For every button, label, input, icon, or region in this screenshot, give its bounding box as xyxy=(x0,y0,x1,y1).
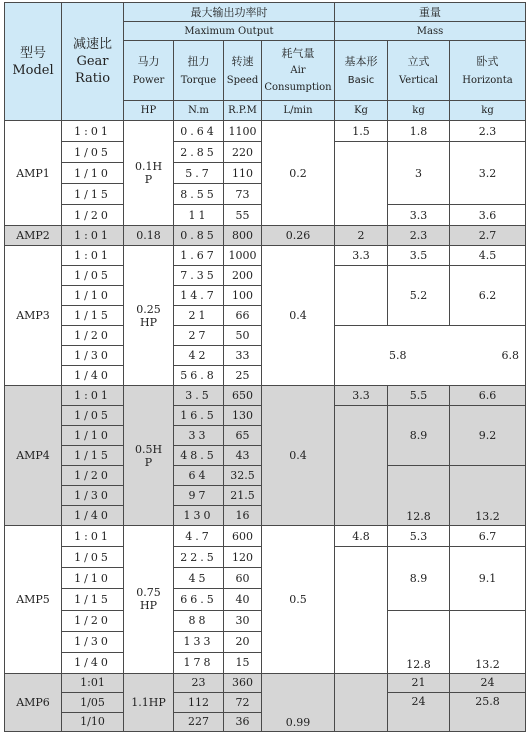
header-horizontal xyxy=(450,41,526,101)
ratio-cell: 1/15 xyxy=(62,589,124,610)
header-power-en: Power xyxy=(132,74,165,86)
torque-cell: 11 xyxy=(174,205,224,226)
unit-torque: N.m xyxy=(174,101,224,121)
header-vertical-en: Vertical xyxy=(399,74,438,86)
torque-cell: 178 xyxy=(174,652,224,673)
speed-cell: 50 xyxy=(224,326,262,346)
torque-cell: 1.67 xyxy=(174,246,224,266)
horizontal-mass-cell: 2.7 xyxy=(450,226,526,246)
basic-mass-cell xyxy=(335,673,388,731)
table-row xyxy=(5,226,526,246)
vertical-mass-cell: 3.5 xyxy=(388,246,450,266)
speed-cell: 1000 xyxy=(224,246,262,266)
ratio-cell: 1/20 xyxy=(62,326,124,346)
power-line-2: P xyxy=(144,173,153,187)
power-line-2: HP xyxy=(140,315,157,329)
torque-cell: 48.5 xyxy=(174,446,224,466)
header-speed-cn: 转速 xyxy=(231,54,254,68)
torque-cell: 64 xyxy=(174,466,224,486)
torque-cell: 14.7 xyxy=(174,286,224,306)
header-vertical-cn: 立式 xyxy=(407,54,430,68)
mass-merged-cell xyxy=(335,326,526,386)
model-name: AMP6 xyxy=(5,673,62,731)
horizontal-mass-cell: 25.8 xyxy=(450,692,526,731)
header-ratio-cn: 减速比 xyxy=(72,37,112,53)
ratio-cell: 1/20 xyxy=(62,205,124,226)
header-weight-cn: 重量 xyxy=(335,3,526,22)
speed-cell: 220 xyxy=(224,142,262,163)
horizontal-mass-cell: 9.1 xyxy=(450,547,526,610)
unit-speed: R.P.M xyxy=(224,101,262,121)
torque-cell: 33 xyxy=(174,426,224,446)
ratio-cell: 1/30 xyxy=(62,346,124,366)
unit-horizontal: kg xyxy=(450,101,526,121)
ratio-cell: 1:01 xyxy=(62,673,124,692)
speed-cell: 110 xyxy=(224,163,262,184)
vertical-mass-cell: 21 xyxy=(388,673,450,692)
torque-cell: 22.5 xyxy=(174,547,224,568)
horizontal-mass-cell: 2.3 xyxy=(450,121,526,142)
header-torque-cn: 扭力 xyxy=(187,54,210,68)
table-row xyxy=(5,121,526,142)
torque-cell: 0.64 xyxy=(174,121,224,142)
basic-mass-cell: 2 xyxy=(335,226,388,246)
vertical-mass-cell: 5.2 xyxy=(388,266,450,326)
speed-cell: 73 xyxy=(224,184,262,205)
torque-cell: 5.7 xyxy=(174,163,224,184)
header-weight-en: Mass xyxy=(335,22,526,41)
ratio-cell: 1/40 xyxy=(62,506,124,526)
unit-power: HP xyxy=(124,101,174,121)
horizontal-mass-cell: 13.2 xyxy=(450,466,526,526)
ratio-cell: 1:01 xyxy=(62,246,124,266)
horizontal-mass-cell: 4.5 xyxy=(450,246,526,266)
vertical-mass-value: 5.8 xyxy=(389,349,407,363)
header-basic-en: Basic xyxy=(347,74,375,86)
ratio-cell: 1/15 xyxy=(62,184,124,205)
ratio-cell: 1/05 xyxy=(62,406,124,426)
ratio-cell: 1/15 xyxy=(62,306,124,326)
speed-cell: 36 xyxy=(224,712,262,731)
power-cell xyxy=(124,246,174,386)
ratio-cell: 1/15 xyxy=(62,446,124,466)
vertical-mass-cell: 2.3 xyxy=(388,226,450,246)
ratio-cell: 1/05 xyxy=(62,266,124,286)
horizontal-mass-cell: 24 xyxy=(450,673,526,692)
speed-cell: 1100 xyxy=(224,121,262,142)
header-power-cn: 马力 xyxy=(137,54,160,68)
horizontal-mass-cell: 9.2 xyxy=(450,406,526,466)
header-model xyxy=(5,3,62,121)
model-name: AMP1 xyxy=(5,121,62,226)
torque-cell: 23 xyxy=(174,673,224,692)
vertical-mass-cell: 8.9 xyxy=(388,406,450,466)
power-cell: 1.1HP xyxy=(124,673,174,731)
ratio-cell: 1/10 xyxy=(62,286,124,306)
speed-cell: 120 xyxy=(224,547,262,568)
ratio-cell: 1/10 xyxy=(62,426,124,446)
vertical-mass-cell: 24 xyxy=(388,692,450,731)
header-basic-cn: 基本形 xyxy=(344,54,378,68)
basic-mass-cell: 4.8 xyxy=(335,526,388,547)
ratio-cell: 1/40 xyxy=(62,366,124,386)
torque-cell: 227 xyxy=(174,712,224,731)
ratio-cell: 1:01 xyxy=(62,121,124,142)
header-max-output-en: Maximum Output xyxy=(124,22,335,41)
torque-cell: 112 xyxy=(174,692,224,712)
torque-cell: 130 xyxy=(174,506,224,526)
model-name: AMP3 xyxy=(5,246,62,386)
speed-cell: 33 xyxy=(224,346,262,366)
model-name: AMP5 xyxy=(5,526,62,673)
header-power xyxy=(124,41,174,101)
speed-cell: 600 xyxy=(224,526,262,547)
ratio-cell: 1:01 xyxy=(62,386,124,406)
air-cell: 0.2 xyxy=(262,121,335,226)
header-basic xyxy=(335,41,388,101)
torque-cell: 7.35 xyxy=(174,266,224,286)
vertical-mass-cell: 12.8 xyxy=(388,466,450,526)
torque-cell: 0.85 xyxy=(174,226,224,246)
torque-cell: 4.7 xyxy=(174,526,224,547)
ratio-cell: 1/20 xyxy=(62,610,124,631)
ratio-cell: 1:01 xyxy=(62,526,124,547)
speed-cell: 30 xyxy=(224,610,262,631)
torque-cell: 97 xyxy=(174,486,224,506)
spec-table xyxy=(4,2,526,732)
mass-merged-values xyxy=(335,349,525,362)
vertical-mass-cell: 12.8 xyxy=(388,610,450,673)
power-line-2: P xyxy=(144,455,153,469)
table-row xyxy=(5,246,526,266)
basic-mass-cell xyxy=(335,266,388,326)
torque-cell: 21 xyxy=(174,306,224,326)
header-ratio-en-2: Ratio xyxy=(74,71,111,87)
header-air-en-2: Consumption xyxy=(264,82,332,94)
header-ratio xyxy=(62,3,124,121)
vertical-mass-cell: 3 xyxy=(388,142,450,205)
basic-mass-cell xyxy=(335,547,388,673)
header-speed-en: Speed xyxy=(226,74,259,86)
power-line-1: 0.5H xyxy=(134,442,163,456)
torque-cell: 66.5 xyxy=(174,589,224,610)
ratio-cell: 1/10 xyxy=(62,163,124,184)
power-line-1: 0.75 xyxy=(136,586,161,600)
speed-cell: 32.5 xyxy=(224,466,262,486)
horizontal-mass-cell: 6.2 xyxy=(450,266,526,326)
speed-cell: 360 xyxy=(224,673,262,692)
header-speed xyxy=(224,41,262,101)
vertical-mass-cell: 5.3 xyxy=(388,526,450,547)
basic-mass-cell xyxy=(335,406,388,526)
header-horizontal-en: Horizonta xyxy=(462,74,513,86)
power-cell xyxy=(124,386,174,526)
speed-cell: 66 xyxy=(224,306,262,326)
unit-air: L/min xyxy=(262,101,335,121)
ratio-cell: 1/20 xyxy=(62,466,124,486)
table-row xyxy=(5,386,526,406)
torque-cell: 3.5 xyxy=(174,386,224,406)
torque-cell: 16.5 xyxy=(174,406,224,426)
air-cell: 0.26 xyxy=(262,226,335,246)
table-row xyxy=(5,673,526,692)
ratio-cell: 1/40 xyxy=(62,652,124,673)
speed-cell: 55 xyxy=(224,205,262,226)
speed-cell: 15 xyxy=(224,652,262,673)
air-cell: 0.4 xyxy=(262,246,335,386)
speed-cell: 60 xyxy=(224,568,262,589)
basic-mass-cell: 3.3 xyxy=(335,386,388,406)
speed-cell: 65 xyxy=(224,426,262,446)
ratio-cell: 1/30 xyxy=(62,486,124,506)
power-cell xyxy=(124,121,174,226)
speed-cell: 43 xyxy=(224,446,262,466)
vertical-mass-cell: 1.8 xyxy=(388,121,450,142)
header-air-cn: 耗气量 xyxy=(281,47,315,61)
power-line-2: HP xyxy=(140,599,157,613)
torque-cell: 2.85 xyxy=(174,142,224,163)
speed-cell: 16 xyxy=(224,506,262,526)
torque-cell: 45 xyxy=(174,568,224,589)
power-line-1: 0.1H xyxy=(134,160,163,174)
ratio-cell: 1/05 xyxy=(62,142,124,163)
speed-cell: 25 xyxy=(224,366,262,386)
torque-cell: 27 xyxy=(174,326,224,346)
header-ratio-en-1: Gear xyxy=(76,54,109,70)
vertical-mass-cell: 5.5 xyxy=(388,386,450,406)
horizontal-mass-cell: 6.6 xyxy=(450,386,526,406)
horizontal-mass-cell: 13.2 xyxy=(450,610,526,673)
unit-basic: Kg xyxy=(335,101,388,121)
speed-cell: 200 xyxy=(224,266,262,286)
horizontal-mass-cell: 3.2 xyxy=(450,142,526,205)
horizontal-mass-value: 6.8 xyxy=(501,349,520,363)
basic-mass-cell xyxy=(335,142,388,226)
header-max-output-cn: 最大输出功率时 xyxy=(124,3,335,22)
vertical-mass-cell: 3.3 xyxy=(388,205,450,226)
horizontal-mass-cell: 3.6 xyxy=(450,205,526,226)
unit-vertical: kg xyxy=(388,101,450,121)
header-vertical xyxy=(388,41,450,101)
basic-mass-cell: 1.5 xyxy=(335,121,388,142)
ratio-cell: 1/05 xyxy=(62,692,124,712)
power-cell xyxy=(124,526,174,673)
torque-cell: 133 xyxy=(174,631,224,652)
model-name: AMP4 xyxy=(5,386,62,526)
air-cell: 0.99 xyxy=(262,673,335,731)
ratio-cell: 1/10 xyxy=(62,568,124,589)
torque-cell: 8.55 xyxy=(174,184,224,205)
torque-cell: 88 xyxy=(174,610,224,631)
speed-cell: 800 xyxy=(224,226,262,246)
model-name: AMP2 xyxy=(5,226,62,246)
torque-cell: 56.8 xyxy=(174,366,224,386)
vertical-mass-cell: 8.9 xyxy=(388,547,450,610)
header-air-en-1: Air xyxy=(290,65,306,77)
power-cell: 0.18 xyxy=(124,226,174,246)
speed-cell: 130 xyxy=(224,406,262,426)
torque-cell: 42 xyxy=(174,346,224,366)
ratio-cell: 1:01 xyxy=(62,226,124,246)
header-model-en: Model xyxy=(12,62,54,78)
header-horizontal-cn: 卧式 xyxy=(476,54,499,68)
speed-cell: 20 xyxy=(224,631,262,652)
power-line-1: 0.25 xyxy=(136,302,161,316)
ratio-cell: 1/05 xyxy=(62,547,124,568)
header-model-cn: 型号 xyxy=(19,45,46,61)
air-cell: 0.5 xyxy=(262,526,335,673)
table-row xyxy=(5,526,526,547)
ratio-cell: 1/10 xyxy=(62,712,124,731)
speed-cell: 72 xyxy=(224,692,262,712)
horizontal-mass-cell: 6.7 xyxy=(450,526,526,547)
air-cell: 0.4 xyxy=(262,386,335,526)
speed-cell: 650 xyxy=(224,386,262,406)
basic-mass-cell: 3.3 xyxy=(335,246,388,266)
speed-cell: 21.5 xyxy=(224,486,262,506)
speed-cell: 100 xyxy=(224,286,262,306)
header-torque-en: Torque xyxy=(180,74,217,86)
header-air xyxy=(262,41,335,101)
ratio-cell: 1/30 xyxy=(62,631,124,652)
header-torque xyxy=(174,41,224,101)
speed-cell: 40 xyxy=(224,589,262,610)
